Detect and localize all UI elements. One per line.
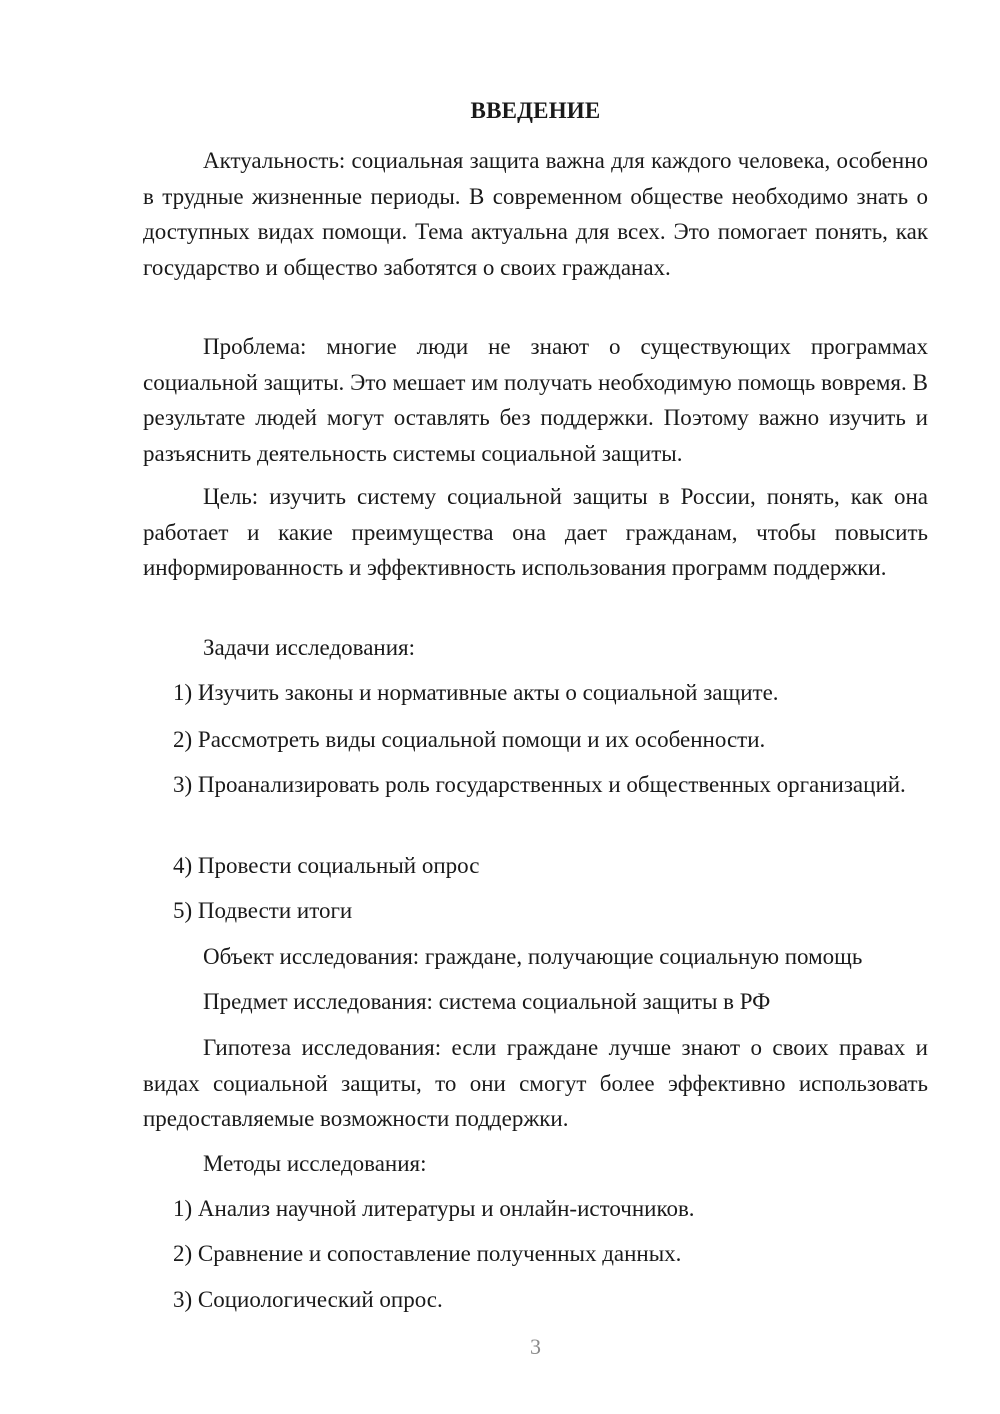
object-line: Объект исследования: граждане, получающие социальную помощь xyxy=(203,944,863,969)
tasks-heading: Задачи исследования: xyxy=(203,635,416,660)
relevance-paragraph: Актуальность: социальная защита важна для каждого человека, особенно в трудные жизненные периоды. В современном обществе необходимо знать о доступных видах помощи. Тема актуальна для всех. Это помогает понять, как государство и общество заботятся о своих гражданах. xyxy=(143,148,928,280)
task-item: 3) Проанализировать роль государственных и общественных организаций. xyxy=(173,772,906,797)
hypothesis-paragraph: Гипотеза исследования: если граждане лучше знают о своих правах и видах социальной защиты, то они смогут более эффективно использовать предоставляемые возможности поддержки. xyxy=(143,1035,928,1131)
task-item: 4) Провести социальный опрос xyxy=(173,853,480,878)
subject-line: Предмет исследования: система социальной защиты в РФ xyxy=(203,989,771,1014)
task-item: 1) Изучить законы и нормативные акты о социальной защите. xyxy=(173,680,779,705)
document-page xyxy=(143,0,928,1414)
task-item: 2) Рассмотреть виды социальной помощи и их особенности. xyxy=(173,727,766,752)
goal-paragraph: Цель: изучить систему социальной защиты в России, понять, как она работает и какие преимущества она дает гражданам, чтобы повысить информированность и эффективность использования программ поддержки. xyxy=(143,484,928,580)
method-item: 1) Анализ научной литературы и онлайн-источников. xyxy=(173,1196,695,1221)
methods-heading: Методы исследования: xyxy=(203,1151,427,1176)
page-title: ВВЕДЕНИЕ xyxy=(470,98,601,123)
task-item: 5) Подвести итоги xyxy=(173,898,353,923)
method-item: 2) Сравнение и сопоставление полученных данных. xyxy=(173,1241,682,1266)
problem-paragraph: Проблема: многие люди не знают о существующих программах социальной защиты. Это мешает им получать необходимую помощь вовремя. В результате людей могут оставлять без поддержки. Поэтому важно изучить и разъяснить деятельность системы социальной защиты. xyxy=(143,334,928,466)
page-number: 3 xyxy=(530,1334,541,1359)
method-item: 3) Социологический опрос. xyxy=(173,1287,443,1312)
